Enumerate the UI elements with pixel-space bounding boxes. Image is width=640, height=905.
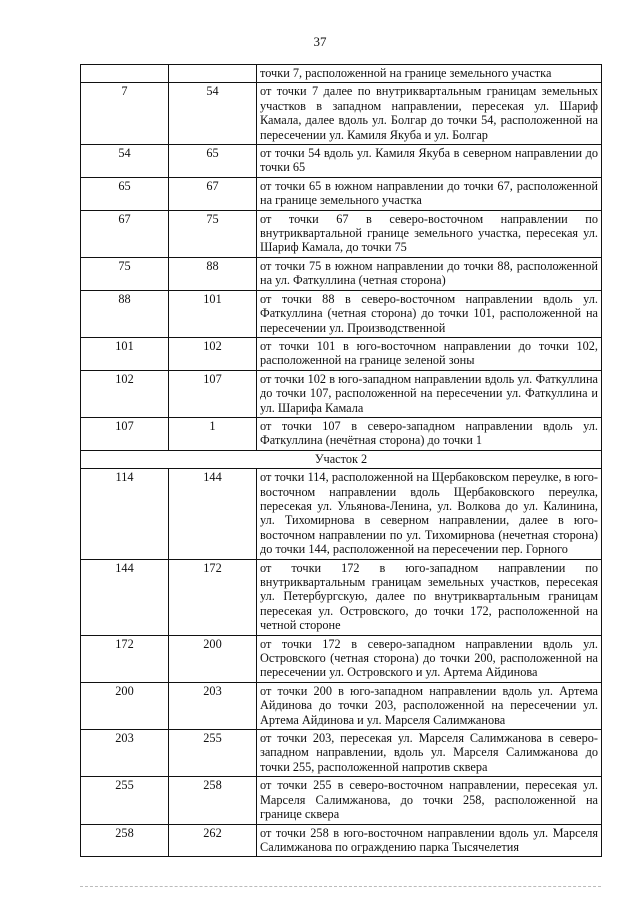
table-row [81,635,602,682]
table-row [81,177,602,210]
boundary-description-cell: от точки 114, расположенной на Щербаковском переулке, в юго-восточном направлении вдоль Щербаковского переулка, пересекая ул. Ульянова-Ленина, ул. Волкова до ул. Калинина, ул. Тихомирнова в северном направлении, далее в юго-восточном направлении по ул. Тихомирнова (нечетная сторона) до точки 144, расположенной на пересечении пер. Горного [257,469,602,559]
boundary-description-cell: от точки 101 в юго-восточном направлении до точки 102, расположенной на границе зеленой зоны [257,337,602,370]
from-point-cell: 114 [81,469,169,559]
boundary-description-cell: от точки 88 в северо-восточном направлении вдоль ул. Фаткуллина (четная сторона) до точки 101, расположенной на пересечении ул. Производственной [257,290,602,337]
to-point-cell: 200 [169,635,257,682]
boundary-description-cell: от точки 65 в южном направлении до точки 67, расположенной на границе земельного участка [257,177,602,210]
boundary-description-cell: от точки 200 в юго-западном направлении вдоль ул. Артема Айдинова до точки 203, расположенной на пересечении ул. Артема Айдинова и ул. Марселя Салимжанова [257,682,602,729]
table-row [81,370,602,417]
boundary-description-cell: от точки 75 в южном направлении до точки 88, расположенной на ул. Фаткуллина (четная сторона) [257,257,602,290]
boundary-description-cell: от точки 102 в юго-западном направлении вдоль ул. Фаткуллина до точки 107, расположенной на пересечении ул. Фаткуллина и ул. Шарифа Камала [257,370,602,417]
boundary-description-cell: от точки 67 в северо-восточном направлении по внутриквартальной границе земельного участка, пересекая ул. Шариф Камала, до точки 75 [257,210,602,257]
to-point-cell: 258 [169,777,257,824]
boundary-description-cell: от точки 255 в северо-восточном направлении, пересекая ул. Марселя Салимжанова, до точки 258, расположенной на границе сквера [257,777,602,824]
table-row [81,559,602,635]
table-row [81,65,602,83]
boundary-description-cell: от точки 258 в юго-восточном направлении вдоль ул. Марселя Салимжанова по ограждению парка Тысячелетия [257,824,602,857]
table-row [81,290,602,337]
boundary-description-cell: от точки 203, пересекая ул. Марселя Салимжанова в северо-западном направлении, вдоль ул. Марселя Салимжанова до точки 255, расположенной напротив сквера [257,730,602,777]
table-row [81,777,602,824]
boundary-description-cell: от точки 107 в северо-западном направлении вдоль ул. Фаткуллина (нечётная сторона) до точки 1 [257,417,602,450]
table-row [81,337,602,370]
from-point-cell: 88 [81,290,169,337]
to-point-cell: 65 [169,145,257,178]
table-row [81,210,602,257]
table-row [81,83,602,145]
section-header-row [81,450,602,468]
table-row [81,469,602,559]
from-point-cell: 258 [81,824,169,857]
to-point-cell: 67 [169,177,257,210]
to-point-cell: 88 [169,257,257,290]
to-point-cell: 262 [169,824,257,857]
boundary-description-cell: от точки 172 в юго-западном направлении по внутриквартальным границам земельных участков, пересекая ул. Петербургскую, далее по внутриквартальным границам пересекая ул. Островского, до точки 172, расположенной на четной стороне [257,559,602,635]
from-point-cell [81,65,169,83]
to-point-cell: 172 [169,559,257,635]
to-point-cell: 101 [169,290,257,337]
to-point-cell: 107 [169,370,257,417]
to-point-cell [169,65,257,83]
from-point-cell: 107 [81,417,169,450]
to-point-cell: 54 [169,83,257,145]
table-body [81,65,602,857]
table-row [81,257,602,290]
from-point-cell: 75 [81,257,169,290]
section-title: Участок 2 [81,450,602,468]
from-point-cell: 67 [81,210,169,257]
from-point-cell: 203 [81,730,169,777]
to-point-cell: 255 [169,730,257,777]
page-number: 37 [313,34,327,49]
to-point-cell: 75 [169,210,257,257]
table-row [81,145,602,178]
from-point-cell: 255 [81,777,169,824]
from-point-cell: 7 [81,83,169,145]
table-row [81,682,602,729]
boundary-description-cell: от точки 54 вдоль ул. Камиля Якуба в северном направлении до точки 65 [257,145,602,178]
page-bottom-rule [80,886,601,887]
from-point-cell: 172 [81,635,169,682]
to-point-cell: 1 [169,417,257,450]
boundary-description-cell: точки 7, расположенной на границе земельного участка [257,65,602,83]
from-point-cell: 65 [81,177,169,210]
boundary-description-cell: от точки 7 далее по внутриквартальным границам земельных участков в западном направлении, пересекая ул. Шариф Камала, далее вдоль ул. Болгар до точки 54, расположенной на пересечении ул. Камиля Якуба и ул. Болгар [257,83,602,145]
table-row [81,730,602,777]
from-point-cell: 102 [81,370,169,417]
table-row [81,417,602,450]
table-row [81,824,602,857]
to-point-cell: 102 [169,337,257,370]
to-point-cell: 144 [169,469,257,559]
from-point-cell: 101 [81,337,169,370]
boundary-table [80,64,602,857]
boundary-description-cell: от точки 172 в северо-западном направлении вдоль ул. Островского (четная сторона) до точки 200, расположенной на пересечении ул. Островского и ул. Артема Айдинова [257,635,602,682]
from-point-cell: 54 [81,145,169,178]
from-point-cell: 200 [81,682,169,729]
from-point-cell: 144 [81,559,169,635]
to-point-cell: 203 [169,682,257,729]
